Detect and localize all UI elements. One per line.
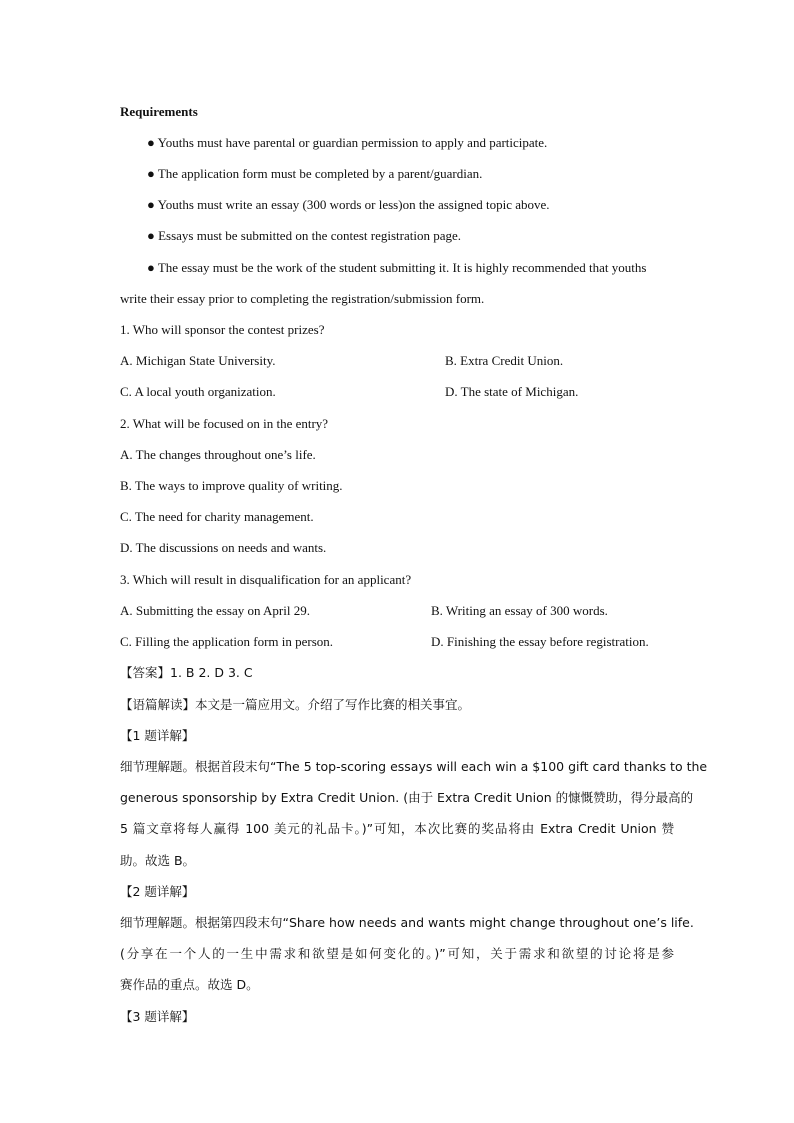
explanation-line: 赛作品的重点。故选 D。: [120, 977, 259, 992]
requirement-bullet-continuation: write their essay prior to completing the registration/submission form.: [120, 291, 485, 306]
question-option: A. The changes throughout one’s life.: [120, 447, 316, 462]
explanation-line: (分享在一个人的一生中需求和欲望是如何变化的。)”可知，关于需求和欲望的讨论将是参: [120, 946, 674, 961]
explanation-line: 助。故选 B。: [120, 853, 196, 868]
question-stem: 3. Which will result in disqualification for an applicant?: [120, 572, 412, 587]
question-option: D. The state of Michigan.: [445, 384, 579, 399]
requirement-bullet: ● Youths must write an essay (300 words or less)on the assigned topic above.: [147, 197, 550, 212]
question-option: B. Writing an essay of 300 words.: [431, 603, 608, 618]
question-option: A. Michigan State University.: [120, 353, 276, 368]
requirement-bullet: ● Youths must have parental or guardian permission to apply and participate.: [147, 135, 548, 150]
question-option: C. The need for charity management.: [120, 509, 314, 524]
question-option: D. Finishing the essay before registration.: [431, 634, 649, 649]
explanation-heading: 【1 题详解】: [120, 728, 195, 743]
question-option: A. Submitting the essay on April 29.: [120, 603, 310, 618]
question-stem: 2. What will be focused on in the entry?: [120, 416, 329, 431]
requirements-heading: Requirements: [120, 104, 198, 119]
question-stem: 1. Who will sponsor the contest prizes?: [120, 322, 325, 337]
requirement-bullet: ● Essays must be submitted on the contest registration page.: [147, 228, 462, 243]
question-option: B. The ways to improve quality of writing.: [120, 478, 343, 493]
question-option: C. Filling the application form in person.: [120, 634, 334, 649]
question-option: C. A local youth organization.: [120, 384, 276, 399]
answer-key: 【答案】1. B 2. D 3. C: [120, 665, 253, 680]
question-option: B. Extra Credit Union.: [445, 353, 564, 368]
explanation-line: 细节理解题。根据首段末句“The 5 top-scoring essays will each win a $100 gift card thanks to the: [120, 759, 708, 774]
explanation-heading: 【3 题详解】: [120, 1009, 195, 1024]
explanation-line: 5 篇文章将每人赢得 100 美元的礼品卡。)”可知，本次比赛的奖品将由 Extra Credit Union 赞: [120, 821, 674, 836]
explanation-line: 细节理解题。根据第四段末句“Share how needs and wants might change throughout one’s life.: [120, 915, 694, 930]
explanation-line: generous sponsorship by Extra Credit Union. (由于 Extra Credit Union 的慷慨赞助，得分最高的: [120, 790, 694, 805]
requirement-bullet: ● The essay must be the work of the student submitting it. It is highly recommended that youths: [147, 260, 647, 275]
reading-intro: 【语篇解读】本文是一篇应用文。介绍了写作比赛的相关事宜。: [120, 697, 471, 712]
requirement-bullet: ● The application form must be completed by a parent/guardian.: [147, 166, 483, 181]
explanation-heading: 【2 题详解】: [120, 884, 195, 899]
question-option: D. The discussions on needs and wants.: [120, 540, 327, 555]
